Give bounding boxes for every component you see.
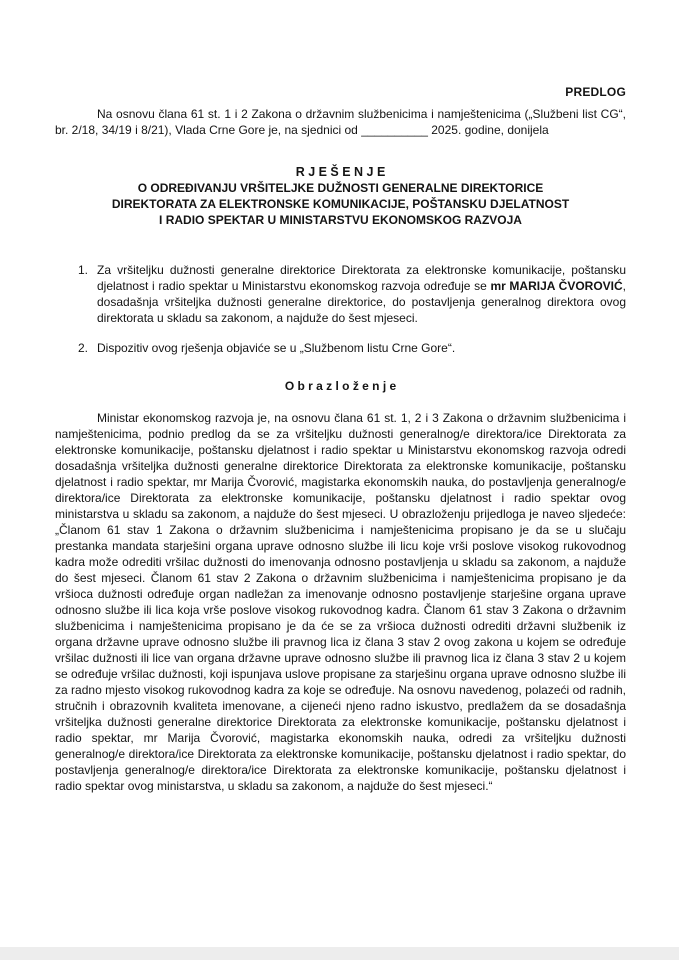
list-item	[78, 340, 626, 356]
decision-subtitle-line: O ODREĐIVANJU VRŠITELJKE DUŽNOSTI GENERALNE DIREKTORICE	[137, 181, 544, 195]
list-item-text	[97, 262, 626, 326]
decision-title: R J E Š E N J E	[295, 165, 386, 179]
page-edge	[0, 947, 679, 960]
list-item-text-before: Za vršiteljku dužnosti generalne direktorice Direktorata za elektronske komunikacije, poštansku djelatnost i radio spektar u Ministarstvu ekonomskog razvoja određuje se	[97, 263, 626, 293]
list-item-number: 2.	[78, 341, 89, 355]
decision-subtitle-line: DIREKTORATA ZA ELEKTRONSKE KOMUNIKACIJE, POŠTANSKU DJELATNOST	[111, 197, 570, 211]
list-item	[78, 262, 626, 326]
appointee-name: mr MARIJA ČVOROVIĆ	[490, 279, 623, 293]
list-item-text-after: , dosadašnja vršiteljka dužnosti generalne direktorice, do postavljenja generalnog direktora ovog direktorata u skladu sa zakonom, a najduže do šest mjeseci.	[97, 279, 626, 325]
decision-subtitle	[55, 180, 626, 228]
rationale-body: Ministar ekonomskog razvoja je, na osnovu člana 61 st. 1, 2 i 3 Zakona o državnim službenicima i namještenicima, podnio predlog da se za vršiteljku dužnosti generalnog/e direktora/ice Direktorata za elektronske komunikacije, poštansku djelatnost i radio spektar u Ministarstvu ekonomskog razvoja odredi dosadašnja vršiteljka dužnosti generalne direktorice Direktorata za elektronske komunikacije, poštansku djelatnost i radio spektar, mr Marija Čvorović, magistarka ekonomskih nauka, do postavljenja generalnog/e direktora/ice Direktorata za elektronske komunikacije, poštansku djelatnost i radio spektar ovog ministarstva u skladu sa zakonom, a najduže do šest mjeseci. U obrazloženju prijedloga je naveo sljedeće: „Članom 61 stav 1 Zakona o državnim službenicima i namještenicima propisano je da se u slučaju prestanka mandata starješini organa uprave odnosno službe ili licu koje vrši poslove visokog rukovodnog kadra može odrediti vršilac dužnosti do imenovanja odnosno postavljenja u skladu sa zakonom, a najduže do šest mjeseci. Članom 61 stav 2 Zakona o državnim službenicima i namještenicima propisano je da vršioca dužnosti određuje organ nadležan za imenovanje odnosno postavljenje starješine organa uprave odnosno službe ili lica koja vrše poslove visokog rukovodnog kadra. Članom 61 stav 3 Zakona o državnim službenicima i namještenicima propisano je da će se za vršioca dužnosti odrediti državni službenik iz organa državne uprave odnosno službe ili pravnog lica iz člana 3 stav 2 ovog zakona u kojem se određuje vršilac dužnosti ili lice van organa državne uprave odnosno službe ili pravnog lica iz člana 3 stav 2 u kojem se određuje vršilac dužnosti, koji ispunjava uslove propisane za starješinu organa uprave odnosno službe ili za radno mjesto visokog rukovodnog kadra za koje se određuje. Na osnovu navedenog, polazeći od radnih, stručnih i obrazovnih kvaliteta imenovane, a cijeneći njeno radno iskustvo, predlažem da se dosadašnja vršiteljka dužnosti generalne direktorice Direktorata za elektronske komunikacije, poštansku djelatnost i radio spektar, mr Marija Čvorović, magistarka ekonomskih nauka, odredi za vršiteljku dužnosti generalnog/e direktora/ice Direktorata za elektronske komunikacije, poštansku djelatnost i radio spektar, do postavljenja generalnog/e direktora/ice Direktorata za elektronske komunikacije, poštansku djelatnost i radio spektar ovog ministarstva, u skladu sa zakonom, a najduže do šest mjeseci.“	[55, 411, 627, 793]
list-item-text: Dispozitiv ovog rješenja objaviće se u „Službenom listu Crne Gore“.	[97, 341, 456, 355]
decision-subtitle-line: I RADIO SPEKTAR U MINISTARSTVU EKONOMSKOG RAZVOJA	[159, 213, 522, 227]
intro-paragraph: Na osnovu člana 61 st. 1 i 2 Zakona o državnim službenicima i namještenicima („Službeni list CG“, br. 2/18, 34/19 i 8/21), Vlada Crne Gore je, na sjednici od __________ 2025. godine, donijela	[55, 107, 626, 137]
list-item-number: 1.	[78, 263, 89, 277]
document-label-predlog: PREDLOG	[565, 85, 626, 99]
rationale-heading: O b r a z l o ž e n j e	[284, 379, 397, 393]
decision-items	[78, 262, 626, 356]
